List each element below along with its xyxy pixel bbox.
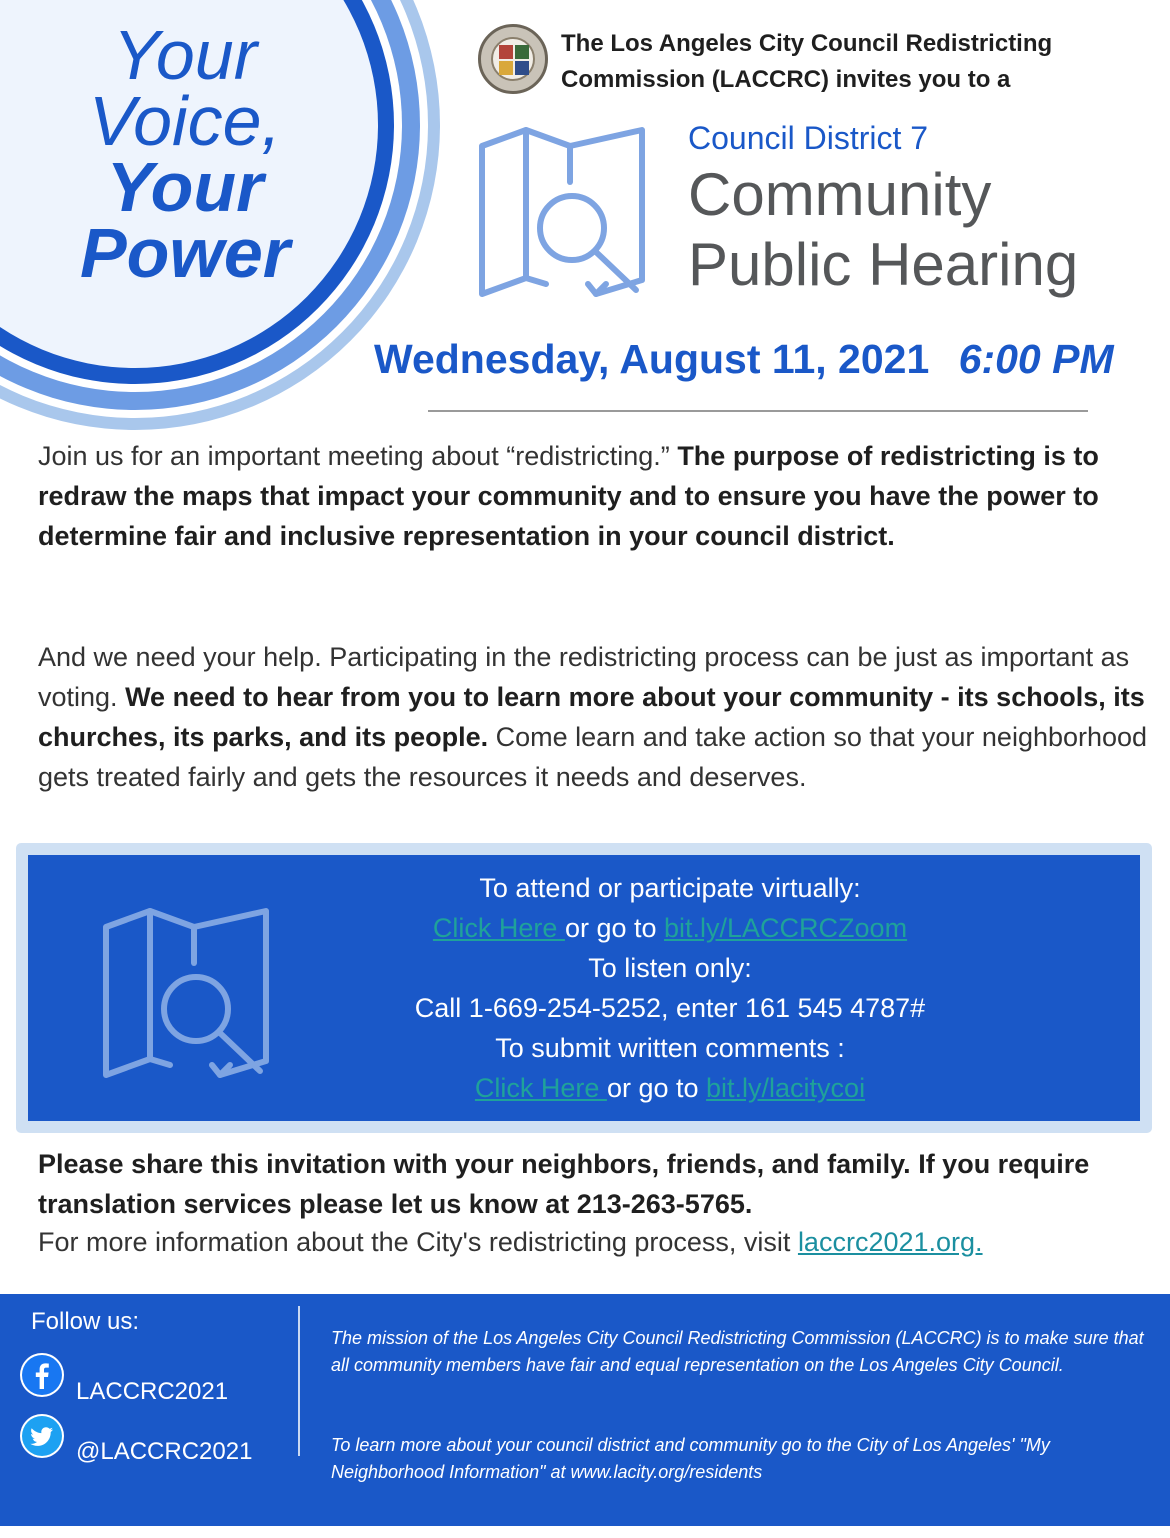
help-normal-b: Come learn and take action so that your neighborhood gets treated fairly and gets the resources it needs and deserves. (38, 722, 1148, 792)
footer-divider (298, 1306, 300, 1456)
invitation-text (561, 26, 1151, 98)
comments-click-here-link[interactable]: Click Here (474, 1073, 607, 1103)
city-seal-icon (478, 24, 548, 94)
slogan-line-2: Voice, (89, 82, 281, 160)
attend-line (370, 908, 970, 948)
more-info (38, 1222, 1148, 1262)
comments-url-link[interactable]: bit.ly/lacitycoi (706, 1073, 866, 1103)
twitter-icon[interactable] (20, 1414, 64, 1458)
help-paragraph (38, 637, 1148, 797)
attend-heading: To attend or participate virtually: (479, 873, 861, 903)
intro-bold: The purpose of redistricting is to redraw the maps that impact your community and to ensure you have the power to determine fair and inclusive representation in your council district. (38, 441, 1099, 551)
share-text: Please share this invitation with your neighbors, friends, and family. If you require translation services please let us know at 213-263-5765. (38, 1149, 1090, 1219)
map-search-icon (100, 905, 275, 1080)
help-bold: We need to hear from you to learn more about your community - its schools, its churches, its parks, and its people. (38, 682, 1145, 752)
event-time: 6:00 PM (958, 336, 1114, 382)
divider (428, 410, 1088, 412)
slogan (40, 16, 330, 292)
comments-or-text: or go to (606, 1073, 707, 1103)
title-line-1: Community (688, 161, 992, 228)
zoom-url-link[interactable]: bit.ly/LACCRCZoom (664, 913, 908, 943)
intro-normal: Join us for an important meeting about “redistricting.” (38, 441, 678, 471)
slogan-line-1: Your (113, 16, 257, 94)
follow-us-label: Follow us: (31, 1308, 140, 1335)
laccrc-website-link[interactable]: laccrc2021.org. (797, 1227, 983, 1257)
council-district: Council District 7 (688, 120, 929, 156)
attend-click-here-link[interactable]: Click Here (432, 913, 565, 943)
participation-info (370, 868, 970, 1108)
slogan-line-4: Power (79, 214, 291, 292)
map-search-icon (476, 124, 651, 299)
listen-heading: To listen only: (588, 953, 752, 983)
event-day: Wednesday, August 11, 2021 (374, 336, 930, 382)
more-info-prefix: For more information about the City's redistricting process, visit (38, 1227, 798, 1257)
page-title (688, 160, 1158, 300)
slogan-line-3: Your (106, 148, 264, 226)
invitation-line-2: Commission (LACCRC) invites you to a (561, 66, 1011, 93)
facebook-icon[interactable] (20, 1353, 64, 1397)
twitter-handle[interactable]: @LACCRC2021 (76, 1438, 253, 1465)
mission-statement: The mission of the Los Angeles City Council Redistricting Commission (LACCRC) is to make sure that all community members have fair and equal representation on the Los Angeles City Council. (331, 1328, 1144, 1375)
learn-more-statement: To learn more about your council district and community go to the City of Los Angeles' "My Neighborhood Information" at www.lacity.org/residents (331, 1435, 1050, 1482)
invitation-line-1: The Los Angeles City Council Redistricting (561, 30, 1053, 57)
intro-paragraph (38, 436, 1148, 556)
facebook-handle[interactable]: LACCRC2021 (76, 1378, 229, 1405)
attend-or-text: or go to (564, 913, 665, 943)
comments-heading: To submit written comments : (495, 1033, 845, 1063)
event-date (374, 336, 1114, 383)
listen-call: Call 1-669-254-5252, enter 161 545 4787# (414, 993, 926, 1023)
comments-line (370, 1068, 970, 1108)
help-normal-a: And we need your help. Participating in the redistricting process can be just as important as voting. (38, 642, 1130, 712)
title-line-2: Public Hearing (688, 231, 1079, 298)
